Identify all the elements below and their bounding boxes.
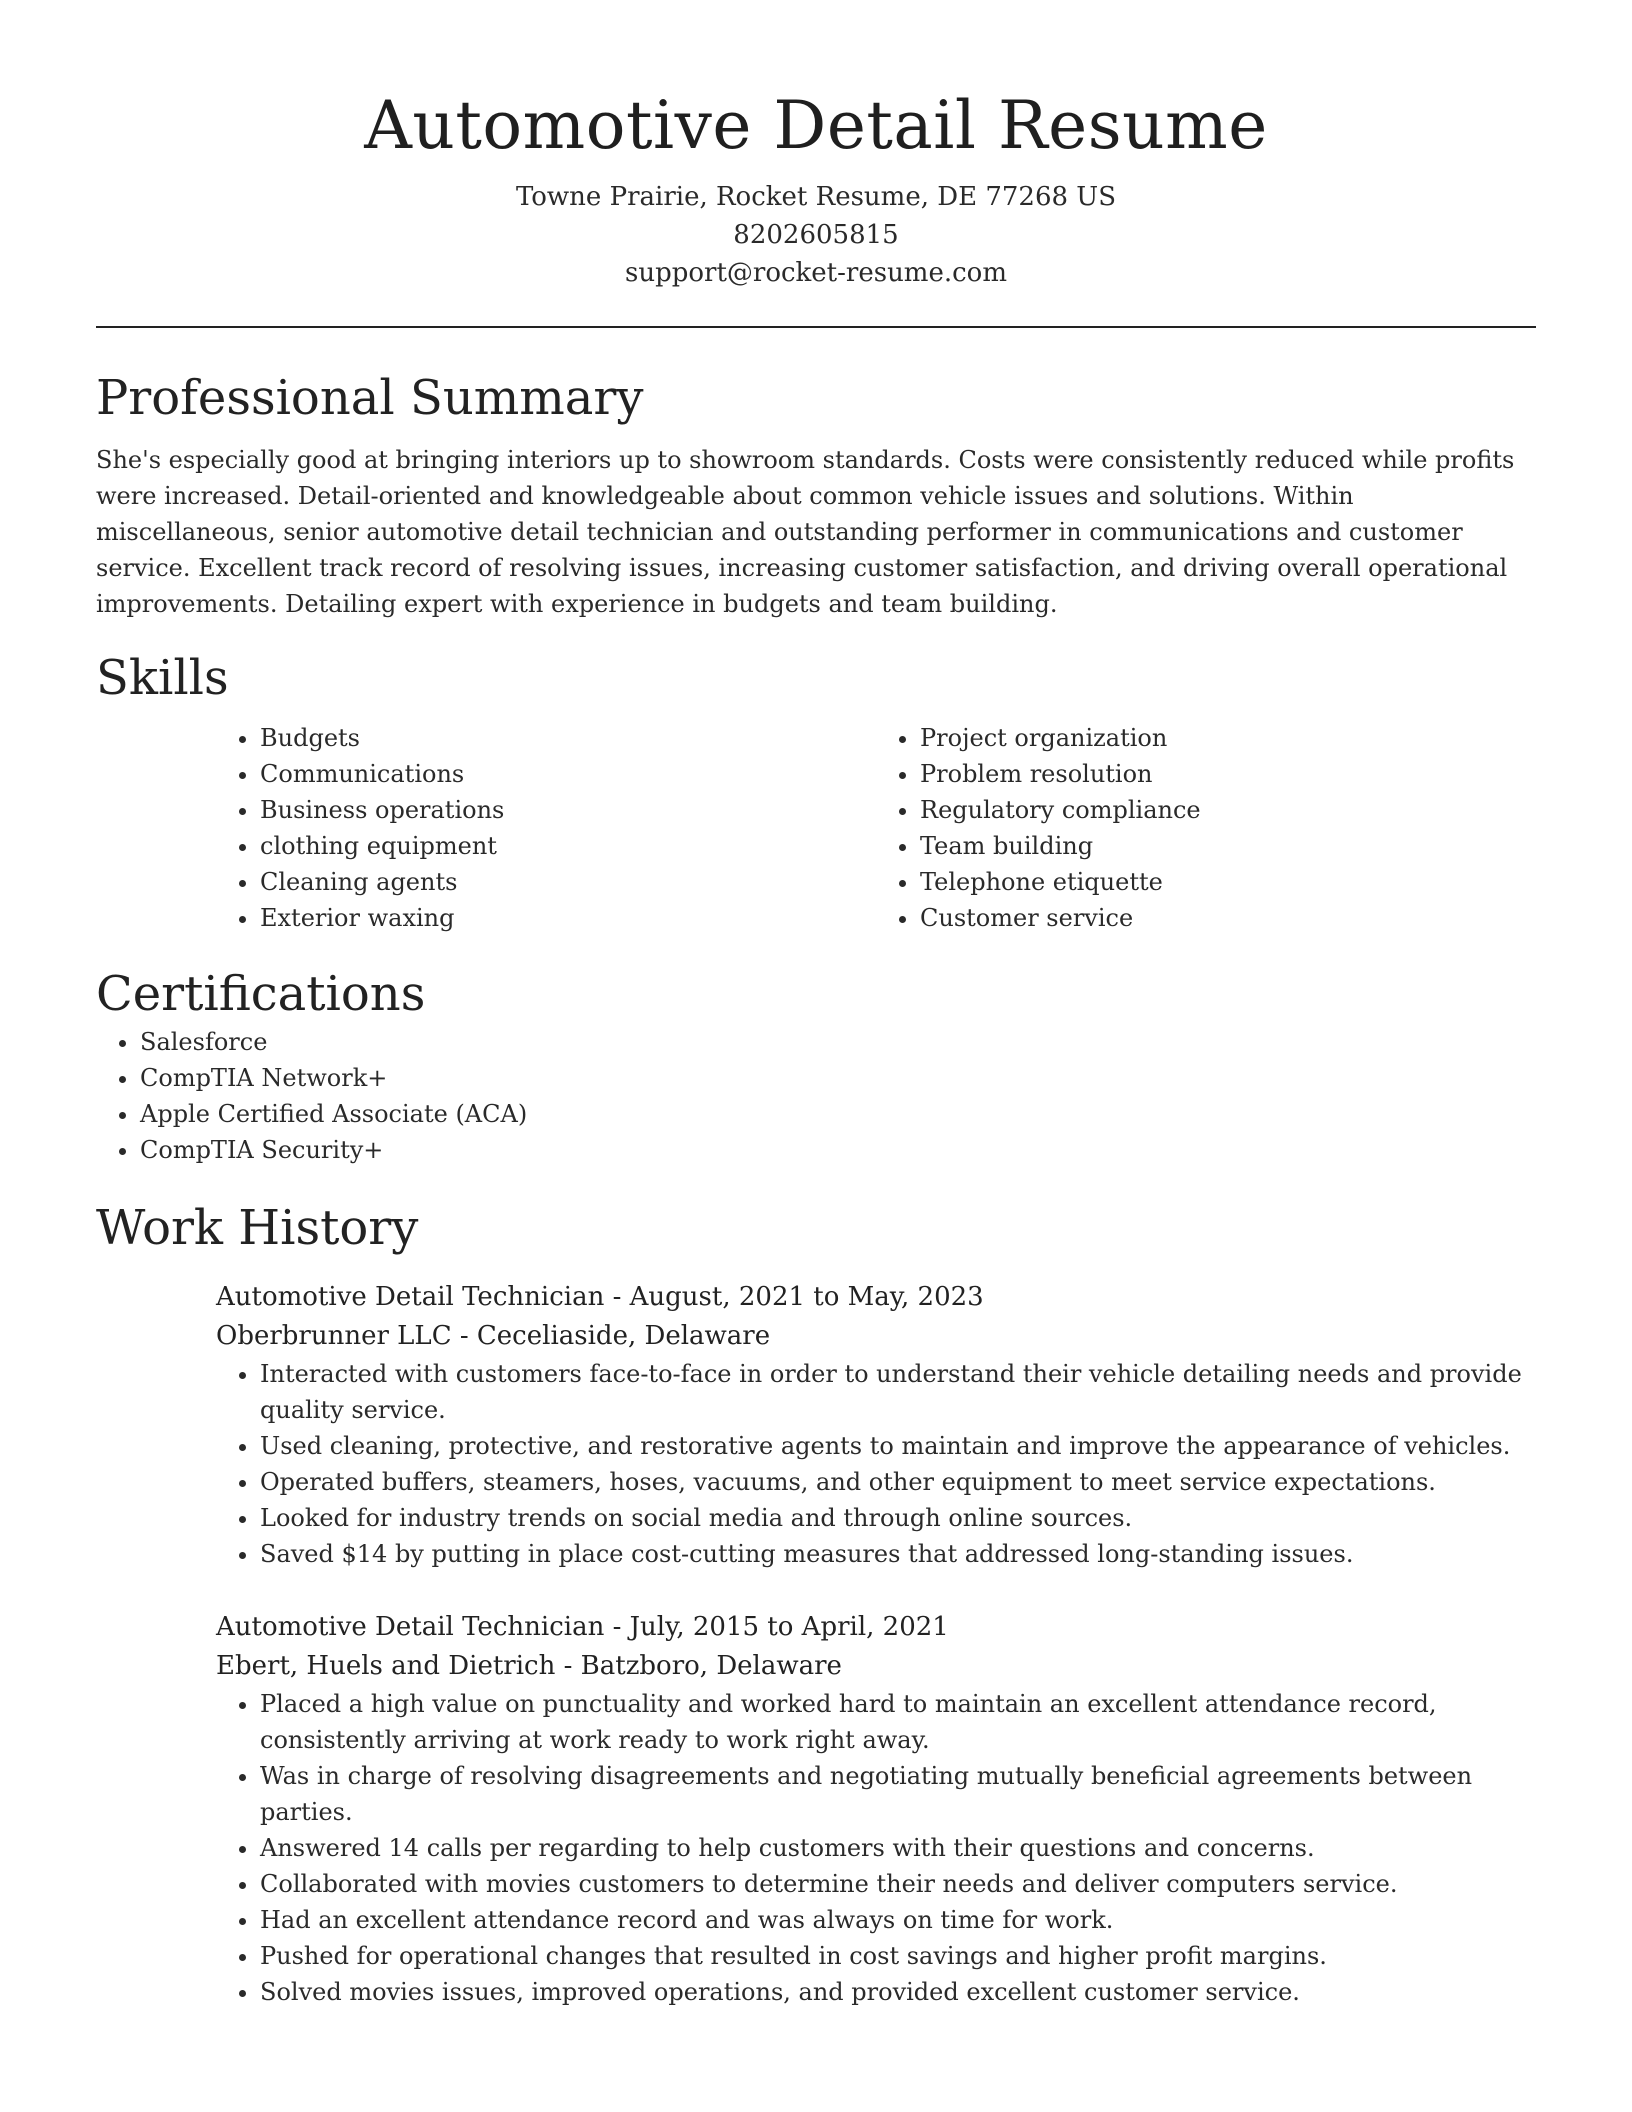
header-divider bbox=[96, 326, 1536, 328]
skill-item: • Communications bbox=[260, 756, 876, 792]
job-company-line: Oberbrunner LLC - Ceceliaside, Delaware bbox=[216, 1321, 771, 1351]
certification-item: • Apple Certified Associate (ACA) bbox=[140, 1096, 1536, 1132]
work-history-section bbox=[96, 1198, 1536, 2010]
contact-email: support@rocket-resume.com bbox=[624, 258, 1007, 288]
job-duty-item: • Answered 14 calls per regarding to help customers with their questions and concerns. bbox=[260, 1830, 1536, 1866]
job-duty-item: • Solved movies issues, improved operations, and provided excellent customer service. bbox=[260, 1974, 1536, 2010]
skill-item: • Business operations bbox=[260, 792, 876, 828]
job-duty-item: • Used cleaning, protective, and restorative agents to maintain and improve the appearance of vehicles. bbox=[260, 1428, 1536, 1464]
skill-item: • clothing equipment bbox=[260, 828, 876, 864]
contact-info bbox=[0, 178, 1632, 292]
job-entry bbox=[216, 1278, 1536, 1572]
summary-text: She's especially good at bringing interiors up to showroom standards. Costs were consistently reduced while profits were increased. Detail-oriented and knowledgeable about common vehicle issues and solutions. Within miscellaneous, senior automotive detail technician and outstanding performer in communications and customer service. Excellent track record of resolving issues, increasing customer satisfaction, and driving overall operational improvements. Detailing expert with experience in budgets and team building. bbox=[96, 446, 1515, 618]
job-duty-item: • Looked for industry trends on social media and through online sources. bbox=[260, 1500, 1536, 1536]
summary-section bbox=[96, 368, 1536, 622]
skills-list-left bbox=[216, 720, 876, 936]
job-duty-item: • Saved $14 by putting in place cost-cutting measures that addressed long-standing issues. bbox=[260, 1536, 1536, 1572]
certification-item: • CompTIA Security+ bbox=[140, 1132, 1536, 1168]
job-duty-item: • Interacted with customers face-to-face in order to understand their vehicle detailing needs and provide quality service. bbox=[260, 1356, 1536, 1428]
skill-item: • Regulatory compliance bbox=[920, 792, 1536, 828]
contact-address: Towne Prairie, Rocket Resume, DE 77268 US bbox=[515, 182, 1117, 212]
work-history-heading: Work History bbox=[96, 1200, 419, 1256]
job-title-line: Automotive Detail Technician - July, 2015 to April, 2021 bbox=[216, 1612, 949, 1642]
skill-item: • Budgets bbox=[260, 720, 876, 756]
job-duties-list bbox=[216, 1356, 1536, 1572]
job-title-line: Automotive Detail Technician - August, 2021 to May, 2023 bbox=[216, 1282, 984, 1312]
job-duty-item: • Was in charge of resolving disagreements and negotiating mutually beneficial agreements between parties. bbox=[260, 1758, 1536, 1830]
contact-phone: 8202605815 bbox=[733, 220, 899, 250]
resume-header bbox=[0, 0, 1632, 292]
job-entry bbox=[216, 1608, 1536, 2010]
certifications-section bbox=[96, 964, 1536, 1168]
skill-item: • Cleaning agents bbox=[260, 864, 876, 900]
certification-item: • CompTIA Network+ bbox=[140, 1060, 1536, 1096]
job-duties-list bbox=[216, 1686, 1536, 2010]
job-duty-item: • Operated buffers, steamers, hoses, vacuums, and other equipment to meet service expectations. bbox=[260, 1464, 1536, 1500]
skills-heading: Skills bbox=[96, 650, 229, 706]
job-duty-item: • Pushed for operational changes that resulted in cost savings and higher profit margins. bbox=[260, 1938, 1536, 1974]
skill-item: • Customer service bbox=[920, 900, 1536, 936]
certifications-heading: Certifications bbox=[96, 966, 426, 1022]
skills-columns bbox=[216, 720, 1536, 936]
job-duty-item: • Collaborated with movies customers to determine their needs and deliver computers service. bbox=[260, 1866, 1536, 1902]
job-company-line: Ebert, Huels and Dietrich - Batzboro, Delaware bbox=[216, 1651, 842, 1681]
skill-item: • Telephone etiquette bbox=[920, 864, 1536, 900]
resume-title: Automotive Detail Resume bbox=[364, 87, 1268, 164]
certification-item: • Salesforce bbox=[140, 1024, 1536, 1060]
skill-item: • Project organization bbox=[920, 720, 1536, 756]
skill-item: • Problem resolution bbox=[920, 756, 1536, 792]
summary-heading: Professional Summary bbox=[96, 370, 644, 426]
job-duty-item: • Had an excellent attendance record and was always on time for work. bbox=[260, 1902, 1536, 1938]
skills-list-right bbox=[876, 720, 1536, 936]
skill-item: • Exterior waxing bbox=[260, 900, 876, 936]
skill-item: • Team building bbox=[920, 828, 1536, 864]
certifications-list bbox=[96, 1024, 1536, 1168]
skills-section bbox=[96, 648, 1536, 936]
job-duty-item: • Placed a high value on punctuality and worked hard to maintain an excellent attendance record, consistently arriving at work ready to work right away. bbox=[260, 1686, 1536, 1758]
